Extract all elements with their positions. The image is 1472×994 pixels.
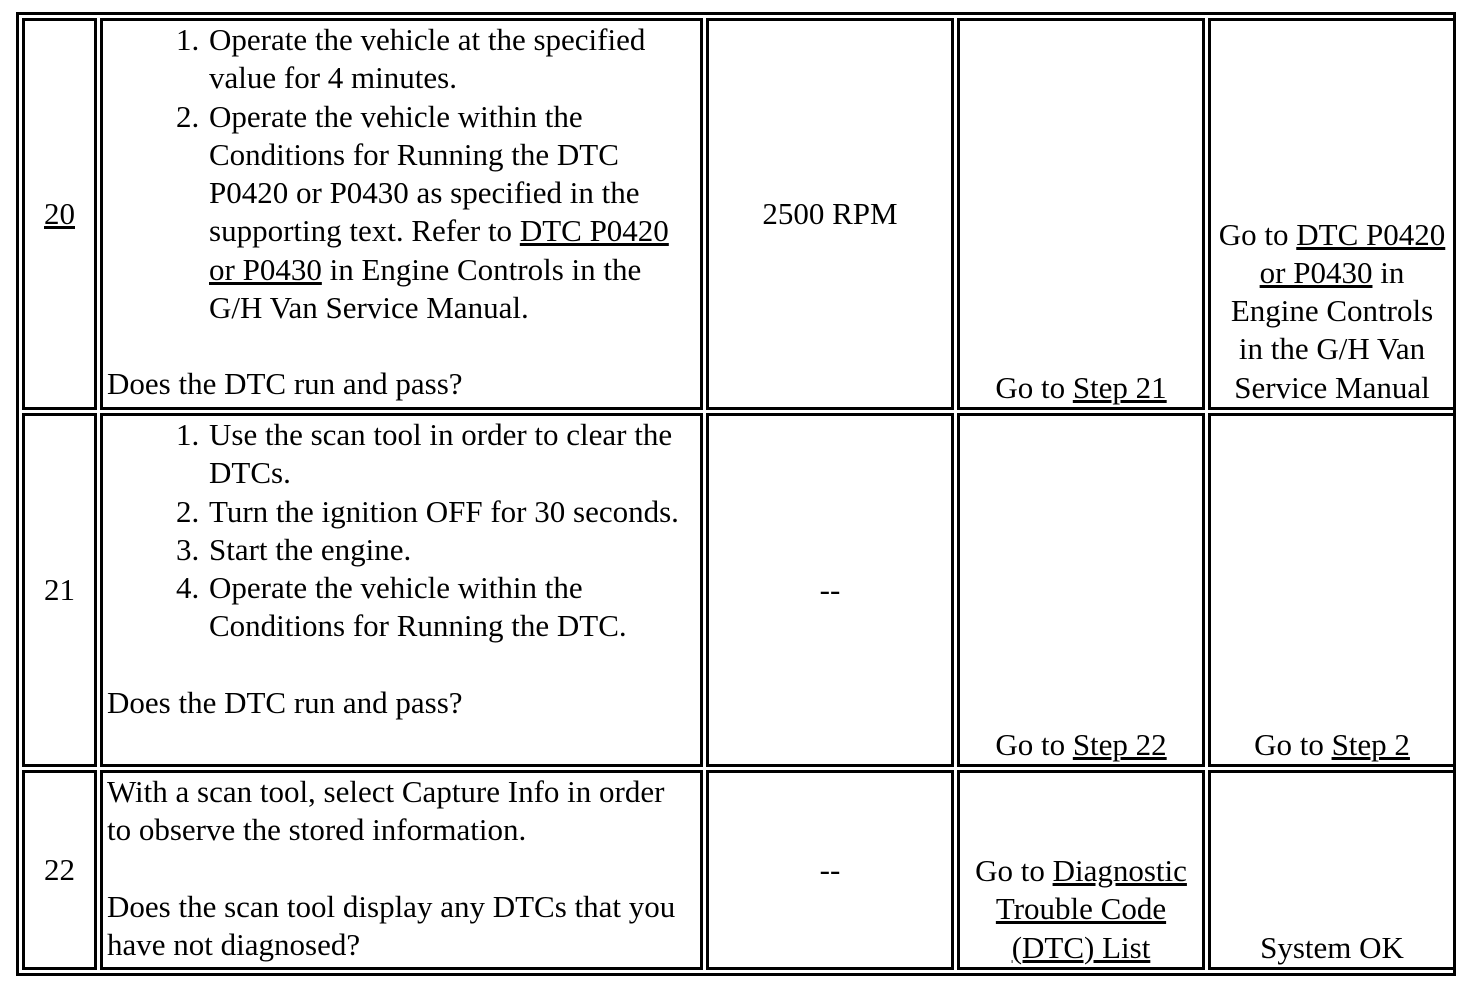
- action-cell: [100, 18, 703, 410]
- question-text: Does the DTC run and pass?: [107, 366, 463, 402]
- action-item: 1. Operate the vehicle at the specified value for 4 minutes.: [207, 21, 696, 98]
- spacer: [107, 850, 696, 888]
- yes-prefix: Go to: [995, 726, 1073, 762]
- action-item: [207, 98, 696, 328]
- action-item: 4. Operate the vehicle within the Conditions for Running the DTC.: [207, 569, 696, 646]
- step-number-cell: 22: [22, 770, 97, 970]
- action-text: Operate the vehicle within the Conditions for Running the DTC P0420 or P0430 as specified in the supporting text. Refer to: [209, 98, 640, 249]
- action-list: [107, 21, 696, 327]
- table-row-step-21: [22, 413, 1456, 767]
- no-step-link[interactable]: Step 2: [1331, 726, 1410, 762]
- action-cell: [100, 413, 703, 767]
- action-item: 3. Start the engine.: [207, 531, 696, 569]
- spacer: [107, 646, 696, 684]
- step-number-cell: [22, 18, 97, 410]
- value-cell: --: [706, 770, 954, 970]
- question-text: Does the DTC run and pass?: [107, 684, 463, 720]
- step-number-cell: 21: [22, 413, 97, 767]
- action-item: 2. Turn the ignition OFF for 30 seconds.: [207, 493, 696, 531]
- no-cell: [1208, 18, 1456, 410]
- yes-step-link[interactable]: Step 22: [1072, 726, 1167, 762]
- table-row-step-22: [22, 770, 1456, 970]
- no-dtc-link[interactable]: DTC P0420 or P0430: [1259, 216, 1446, 290]
- value-cell: 2500 RPM: [706, 18, 954, 410]
- intro-text: With a scan tool, select Capture Info in order to observe the stored information.: [107, 774, 665, 848]
- question-text: Does the scan tool display any DTCs that you have not diagnosed?: [107, 888, 676, 962]
- dtc-reference-link[interactable]: DTC P0420 or P0430: [209, 213, 669, 287]
- no-cell: [1208, 413, 1456, 767]
- no-prefix: Go to: [1254, 726, 1332, 762]
- action-cell: [100, 770, 703, 970]
- yes-cell: [957, 18, 1205, 410]
- step-number-link[interactable]: 20: [44, 195, 75, 231]
- no-cell: System OK: [1208, 770, 1456, 970]
- yes-cell: [957, 770, 1205, 970]
- spacer: [107, 327, 696, 365]
- yes-prefix: Go to: [975, 853, 1053, 889]
- yes-prefix: Go to: [995, 369, 1073, 405]
- no-prefix: Go to: [1218, 216, 1297, 252]
- value-cell: --: [706, 413, 954, 767]
- action-item: 1. Use the scan tool in order to clear the DTCs.: [207, 416, 696, 493]
- action-text-tail: in Engine Controls in the G/H Van Service Manual.: [209, 251, 642, 326]
- dtc-list-link[interactable]: Diagnostic Trouble Code (DTC) List: [995, 853, 1187, 965]
- action-list: [107, 416, 696, 646]
- diagnostic-table: [19, 15, 1459, 973]
- yes-step-link[interactable]: Step 21: [1072, 369, 1167, 405]
- no-tail: in Engine Controls in the G/H Van Service Manual: [1230, 254, 1434, 405]
- yes-cell: [957, 413, 1205, 767]
- table-row-step-20: [22, 18, 1456, 410]
- diagnostic-table-frame: [16, 12, 1456, 976]
